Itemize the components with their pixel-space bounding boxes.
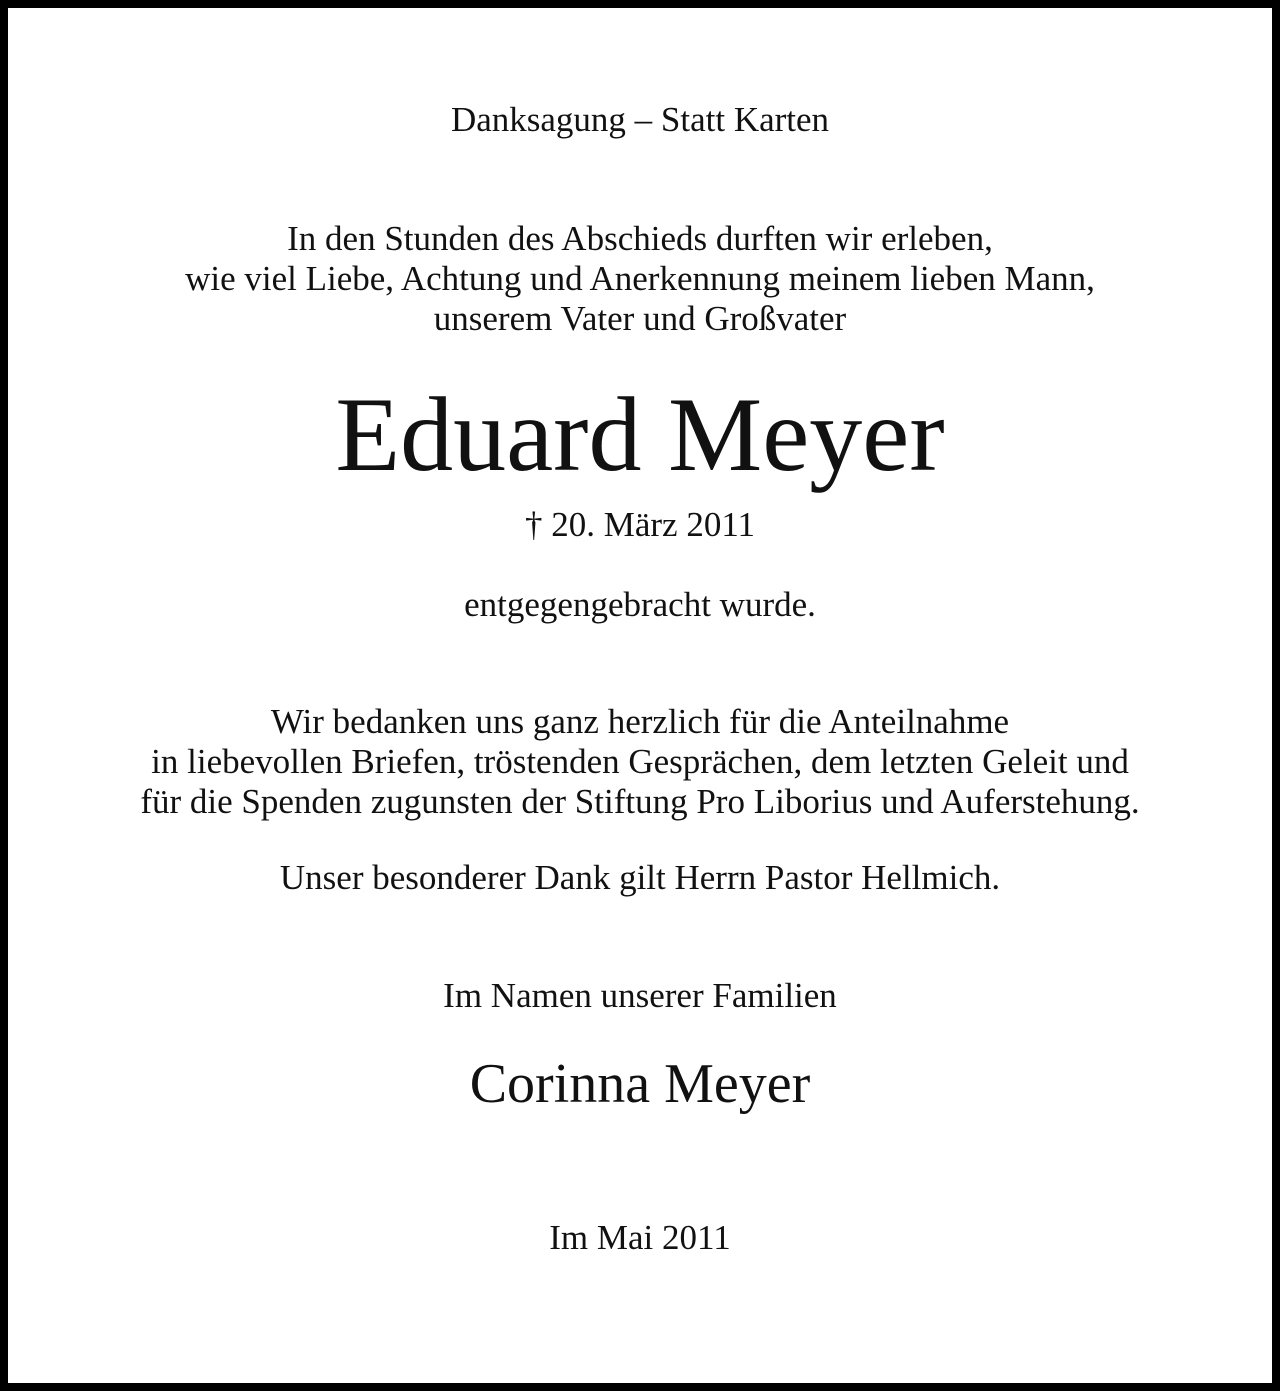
intro-closing: entgegengebracht wurde.	[464, 585, 816, 624]
deceased-name: Eduard Meyer	[335, 376, 945, 493]
thanks-line: Wir bedanken uns ganz herzlich für die Anteilnahme	[270, 702, 1010, 741]
death-date: † 20. März 2011	[524, 505, 756, 544]
thanks-line: für die Spenden zugunsten der Stiftung Pro Liborius und Auferstehung.	[140, 782, 1140, 821]
signer-name: Corinna Meyer	[469, 1053, 811, 1115]
intro-line: wie viel Liebe, Achtung und Anerkennung meinem lieben Mann,	[185, 259, 1095, 298]
notice-heading: Danksagung – Statt Karten	[450, 100, 830, 139]
thanks-paragraph	[8, 702, 1272, 822]
intro-line: unserem Vater und Großvater	[433, 299, 847, 338]
date-line: Im Mai 2011	[549, 1218, 731, 1257]
intro-line: In den Stunden des Abschieds durften wir erleben,	[287, 219, 993, 258]
intro-paragraph	[8, 219, 1272, 339]
on-behalf-line: Im Namen unserer Familien	[443, 976, 837, 1015]
thanks-line: in liebevollen Briefen, tröstenden Gesprächen, dem letzten Geleit und	[151, 742, 1129, 781]
special-thanks: Unser besonderer Dank gilt Herrn Pastor Hellmich.	[279, 858, 1001, 897]
